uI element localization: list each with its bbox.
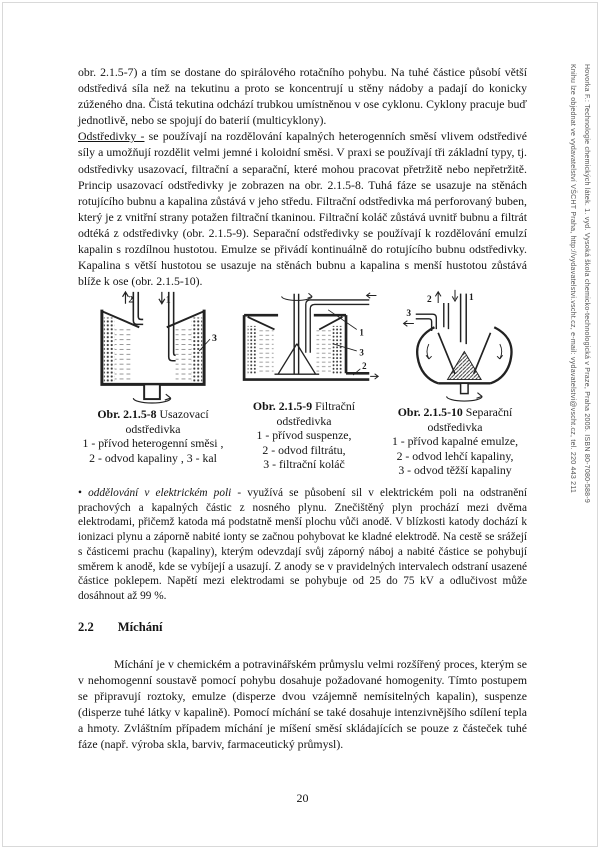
legend-line: 1 - přívod kapalné emulze, bbox=[391, 434, 519, 449]
label-1: 1 bbox=[469, 293, 474, 304]
paragraph-michani-text: Míchání je v chemickém a potravinářském průmyslu velmi rozšířený proces, kterým se v nehomogenní soustavě pomocí pohybu dosahuje požadované homogenity. Tímto postupem se připravují roztoky, emulze (disperze dvou vzájemně nemísitelných kapalin), suspenze (disperze tuhé látky v kapalině). Pomocí míchání se také dosahuje intenzivnějšího sdílení tepla a hmoty. Zvláštním případem míchání je míšení směsí skládajících se pouze z částeček tuhé fáze (např. výroba skla, barviv, farmaceutický průmysl). bbox=[78, 657, 527, 752]
figure-legend bbox=[78, 436, 228, 465]
label-2: 2 bbox=[426, 295, 432, 306]
paragraph-cyclones bbox=[78, 64, 527, 128]
figure-number: Obr. 2.1.5-9 bbox=[252, 399, 313, 413]
section-number: 2.2 bbox=[78, 620, 94, 634]
figure-title: Usazovací odstředivka bbox=[125, 407, 209, 436]
paragraph-cyclones-text: obr. 2.1.5-7) a tím se dostane do spirálového rotačního pohybu. Na tuhé částice působí větší odstředivá síla než na tekutinu a proto se koncentrují u stěny nádoby a padají do konicky zúženého dna. Čistá tekutina odchází trubkou umístněnou v ose cyklonu. Cyklony pracuje buď jednotlivě, nebo se spojují do baterií (multicyklony). bbox=[78, 65, 527, 128]
figure-separacni-odstredivka bbox=[380, 288, 530, 478]
drive-shaft bbox=[461, 383, 468, 393]
label-2: 2 bbox=[128, 294, 134, 306]
label-3: 3 bbox=[359, 347, 364, 358]
sediment-cone bbox=[448, 352, 482, 380]
outlet-arrow-icon bbox=[370, 374, 378, 379]
down-arrow-icon bbox=[159, 292, 165, 304]
figure-caption bbox=[228, 399, 380, 428]
up-arrow-icon bbox=[435, 292, 441, 303]
filter-cake-layer bbox=[248, 326, 343, 374]
figure-number: Obr. 2.1.5-10 bbox=[397, 405, 463, 419]
figures-row bbox=[78, 288, 527, 478]
page-number: 20 bbox=[296, 791, 309, 805]
label-1: 1 bbox=[359, 327, 364, 338]
section-heading bbox=[78, 620, 527, 635]
legend-line: 2 - odvod lehčí kapaliny, bbox=[396, 448, 514, 463]
figure-usazovaci-odstredivka bbox=[78, 288, 228, 478]
legend-line: 2 - odvod kapaliny , 3 - kal bbox=[89, 450, 217, 465]
figure-filtracni-odstredivka bbox=[228, 288, 380, 478]
legend-line: 3 - odvod těžší kapaliny bbox=[398, 463, 512, 478]
legend-line: 1 - přívod suspenze, bbox=[256, 428, 352, 443]
sidebar-citation-line1: Hovorka F.: Technologie chemických látek. 1. vyd. Vysoká škola chemicko-technologická v Praze, Praha 2005. ISBN 80-7080-588-9 bbox=[583, 64, 590, 504]
figure-title: Filtrační odstředivka bbox=[276, 399, 356, 428]
label-3: 3 bbox=[406, 309, 412, 320]
paragraph-centrifuges bbox=[78, 128, 527, 289]
figure-caption bbox=[78, 407, 228, 436]
bullet-marker: • bbox=[78, 487, 82, 499]
label-1: 1 bbox=[165, 294, 171, 306]
settling-centrifuge-diagram bbox=[78, 288, 228, 404]
paragraph-michani bbox=[78, 656, 527, 753]
figure-legend bbox=[380, 434, 530, 478]
paragraph-centrifuges-lead: Odstředivky - bbox=[78, 129, 145, 144]
label-2: 2 bbox=[362, 360, 367, 371]
bullet-lead-italic: oddělování v elektrickém poli bbox=[88, 487, 232, 499]
light-liquid-outlet bbox=[444, 303, 449, 329]
legend-line: 1 - přívod heterogenní směsi , bbox=[82, 436, 224, 451]
filter-centrifuge-diagram bbox=[228, 288, 380, 396]
section-title: Míchání bbox=[117, 620, 163, 634]
label-3: 3 bbox=[211, 333, 217, 345]
figure-caption bbox=[380, 405, 530, 434]
inner-cone bbox=[274, 344, 319, 374]
sidebar-citation-line2: Knihu lze objednat ve vydavatelství VŠCHT Praha, http://vydavatelstvi.vscht.cz, e-mail: vydavatelstvi@vscht.cz, tel. 220 443 211 bbox=[569, 64, 576, 494]
separator-centrifuge-diagram bbox=[380, 288, 530, 402]
paragraph-centrifuges-text: se používají na rozdělování kapalných heterogenních směsí vlivem odstředivé síly a umožňují rozdělit velmi jemné i koloidní směsi. V praxi se používají tři základní typy, tj. odstředivky usazovací, filtrační a separační, které mohou pracovat přetržitě nebo nepřetržitě. Princip usazovací odstředivky je zobrazen na obr. 2.1.5-8. Tuhá fáze se usazuje na stěnách rotujícího bubnu a kapalina zůstává v jeho středu. Filtrační odstředivka má perforovaný buben, který je z vnitřní strany potažen filtrační tkaninou. Filtrační koláč zůstává uvnitř bubnu a filtrát odtéká z odstředivky (obr. 2.1.5-9). Separační odstředivky se používají k rozdělování emulzí kapalin s rozdílnou hustotou. Emulze se přivádí kontinuálně do rotujícího bubnu odstředivky. Kapalina s větší hustotou se usazuje na stěnách bubnu a kapalina s menší hustotou zůstává blíže k ose (obr. 2.1.5-10). bbox=[78, 129, 527, 289]
figure-number: Obr. 2.1.5-8 bbox=[97, 407, 157, 421]
drive-shaft bbox=[294, 294, 298, 374]
inlet-arrow-icon bbox=[367, 293, 377, 298]
legend-line: 2 - odvod filtrátu, bbox=[262, 442, 346, 457]
paragraph-electric-field bbox=[78, 486, 527, 604]
left-arrow-icon bbox=[404, 321, 414, 327]
rotation-arrow-icon bbox=[282, 293, 312, 300]
body-text-top bbox=[78, 64, 527, 289]
down-arrow-icon bbox=[452, 290, 458, 301]
drive-shaft bbox=[144, 384, 160, 399]
figure-legend bbox=[228, 428, 380, 472]
liquid-layer bbox=[115, 327, 192, 382]
bullet-text: - využívá se působení sil v elektrickém poli na odstranění prachových a kapalných částic z nosného plynu. Znečištěný plyn prochází mezi dvěma elektrodami, přičemž katoda má podstatně menší plochu vůči anodě. V blízkosti katody dochází k ionizaci plynu a záporně nabité ionty se začnou pohybovat ke kladné elektrodě. Na cestě se srážejí s částicemi prachu (kapaliny), kterým odevzdají svůj záporný náboj a nabité částice se pohybují směrem k anodě, kde se vybíjejí a usazují. Z anody se v pravidelných intervalech odstraní usazené částice poklepem. Napětí mezi elektrodami se pohybuje od 25 do 75 kV a odlučivost může dosáhnout až 99 %. bbox=[78, 487, 527, 602]
figure-title: Separační odstředivka bbox=[427, 405, 513, 434]
emulsion-feed-tube bbox=[461, 294, 467, 344]
legend-line: 3 - filtrační koláč bbox=[263, 457, 345, 472]
